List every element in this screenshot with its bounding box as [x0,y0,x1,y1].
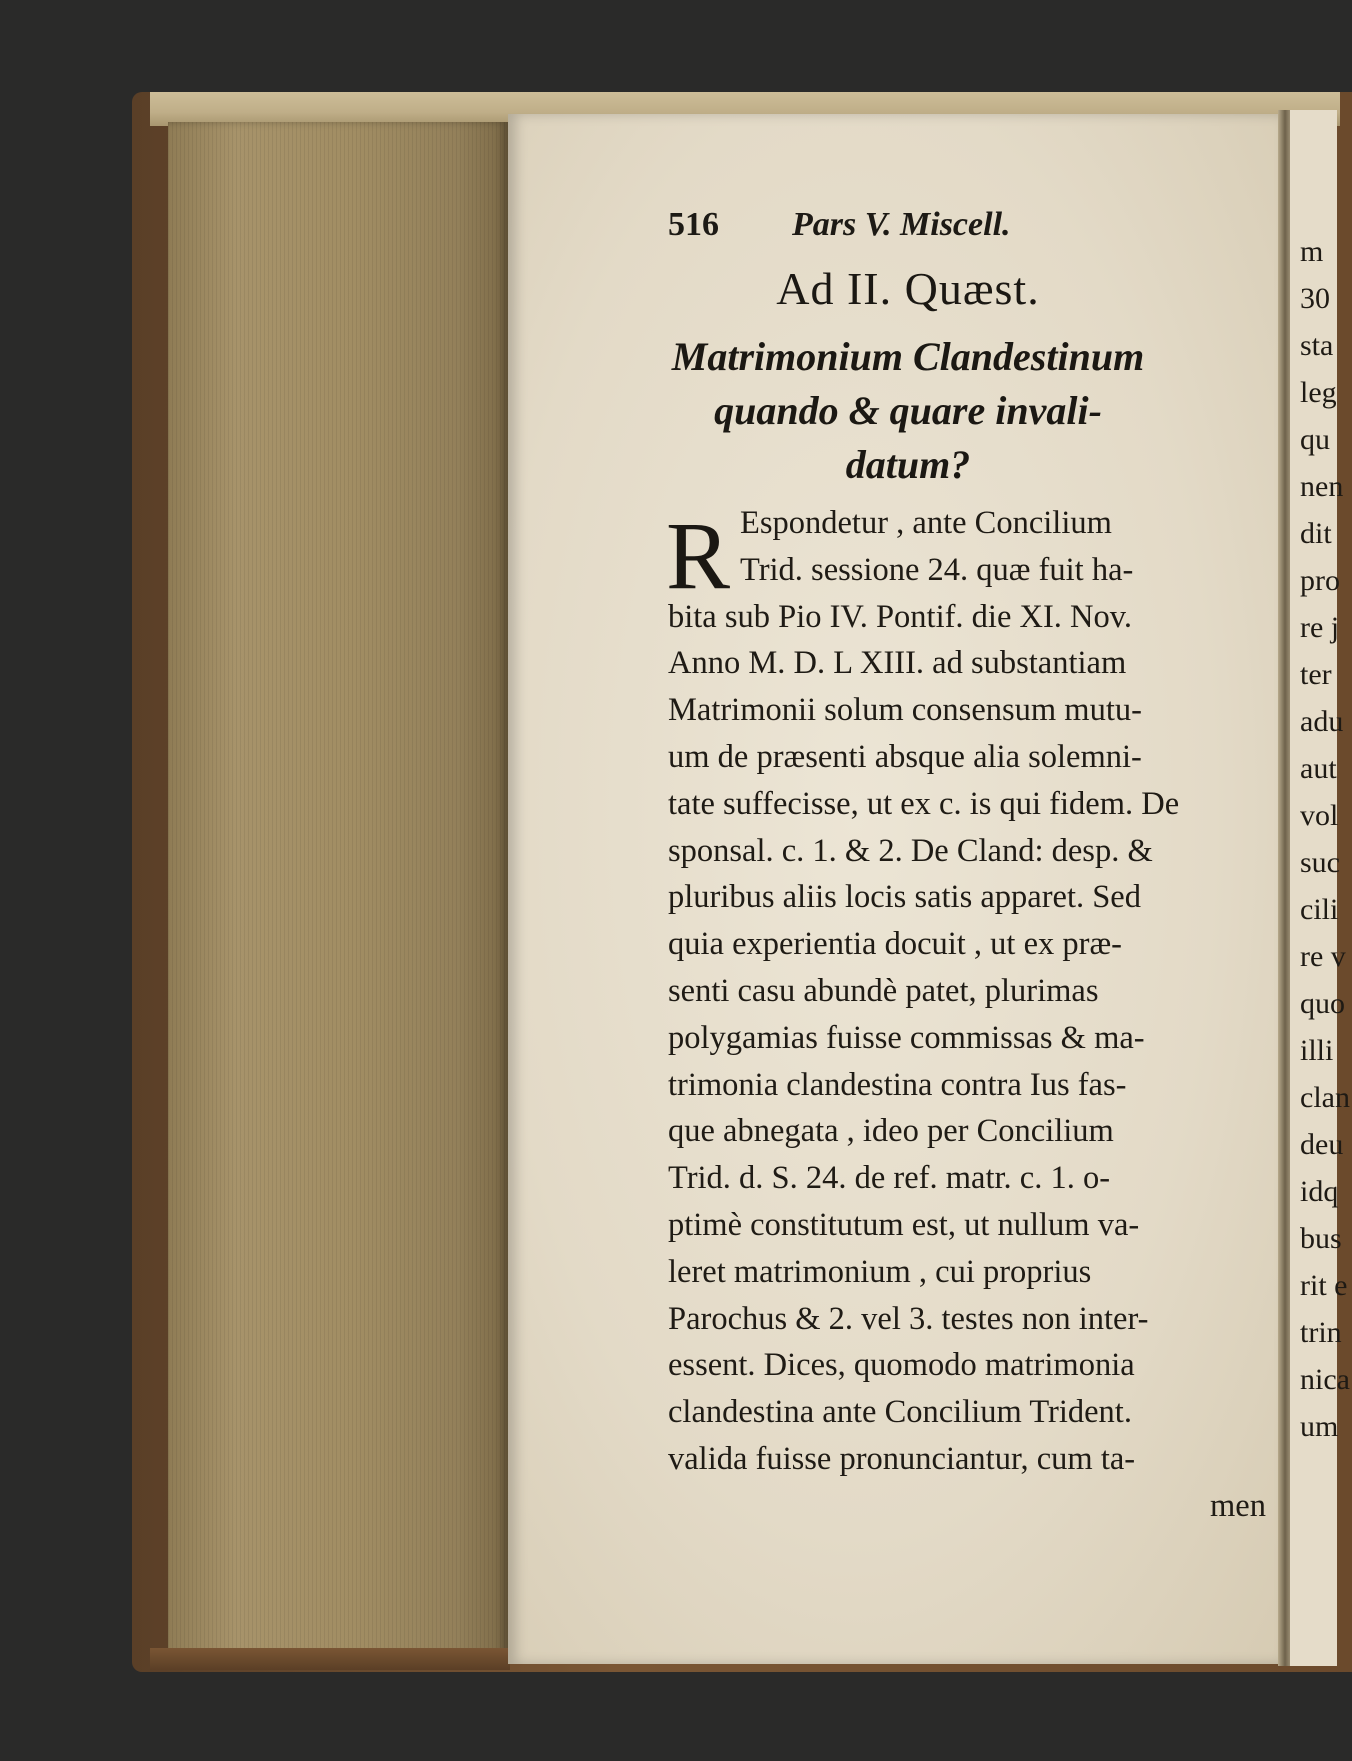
text-line: ptimè constitutum est, ut nullum va- [668,1206,1140,1243]
question-heading: Ad II. Quæst. [776,263,1040,314]
text-line: essent. Dices, quomodo matrimonia [668,1347,1135,1384]
catchword: men [1210,1487,1266,1524]
text-line: polygamias fuisse commissas & ma- [668,1019,1145,1056]
book-bottom-edge [150,1648,510,1670]
facing-page-fragment: ter [1300,658,1332,691]
text-line: senti casu abundè patet, plurimas [668,972,1099,1009]
text-line: um de præsenti absque alia solemni- [668,738,1142,775]
page-number: 516 [668,206,719,243]
text-line: leret matrimonium , cui proprius [668,1253,1092,1290]
drop-cap: R [666,502,731,609]
facing-page-fragment: cili [1300,893,1339,926]
text-line: Anno M. D. L XIII. ad substantiam [668,645,1127,682]
running-head [668,206,1148,250]
facing-page-fragment: pro [1300,564,1340,597]
facing-page-fragment: aut [1300,752,1337,785]
facing-page-fragment: rit e [1300,1269,1348,1302]
facing-page-fragment: m [1300,235,1324,268]
question-subtitle [668,330,1148,492]
text-line: Trid. sessione 24. quæ fuit ha- [740,551,1134,588]
facing-page-edge [1290,110,1350,1666]
facing-page-fragment: suc [1300,846,1340,879]
facing-page-fragment: quo [1300,987,1345,1020]
facing-page-fragment: trin [1300,1316,1342,1349]
facing-page-fragment: sta [1300,329,1334,362]
facing-page-fragment: bus [1300,1222,1342,1255]
facing-page-fragment: illi [1300,1034,1334,1067]
facing-page-fragment: um [1300,1410,1339,1443]
subtitle-line: datum? [845,442,971,487]
facing-page-fragment: idq [1300,1175,1339,1208]
facing-page-fragment: adu [1300,705,1344,738]
text-line: Espondetur , ante Concilium [740,505,1112,541]
text-line: trimonia clandestina contra Ius fas- [668,1066,1127,1103]
facing-page-fragment: 30 [1300,282,1330,315]
facing-page-fragment: deu [1300,1128,1344,1161]
running-head-title: Pars V. Miscell. [792,206,1011,243]
text-line: sponsal. c. 1. & 2. De Cland: desp. & [668,832,1153,869]
facing-page-fragment: qu [1300,423,1330,456]
text-line: que abnegata , ideo per Concilium [668,1113,1114,1150]
facing-page-fragment: clan [1300,1081,1350,1114]
facing-page-fragment: re v [1300,940,1346,973]
facing-page-fragment: re j [1300,611,1340,644]
subtitle-line: quando & quare invali- [714,388,1102,433]
text-line: bita sub Pio IV. Pontif. die XI. Nov. [668,598,1133,635]
page-block-fore-edge [168,122,508,1658]
text-line: clandestina ante Concilium Trident. [668,1394,1132,1431]
text-line: pluribus aliis locis satis apparet. Sed [668,879,1141,916]
subtitle-line: Matrimonium Clandestinum [671,334,1145,379]
facing-page-fragment: nen [1300,470,1344,503]
text-line: Parochus & 2. vel 3. testes non inter- [668,1300,1149,1337]
text-line: Trid. d. S. 24. de ref. matr. c. 1. o- [668,1160,1111,1197]
text-line: Matrimonii solum consensum mutu- [668,692,1142,729]
facing-page-fragment: dit [1300,517,1332,550]
text-line: valida fuisse pronunciantur, cum ta- [668,1440,1136,1477]
body-text [668,500,1280,1530]
facing-page-fragment: nica [1300,1363,1350,1396]
text-line: tate suffecisse, ut ex c. is qui fidem. De [668,785,1180,822]
facing-page-fragment: vol [1300,799,1339,832]
facing-page-fragment: leg [1300,376,1337,409]
text-line: quia experientia docuit , ut ex præ- [668,926,1122,963]
